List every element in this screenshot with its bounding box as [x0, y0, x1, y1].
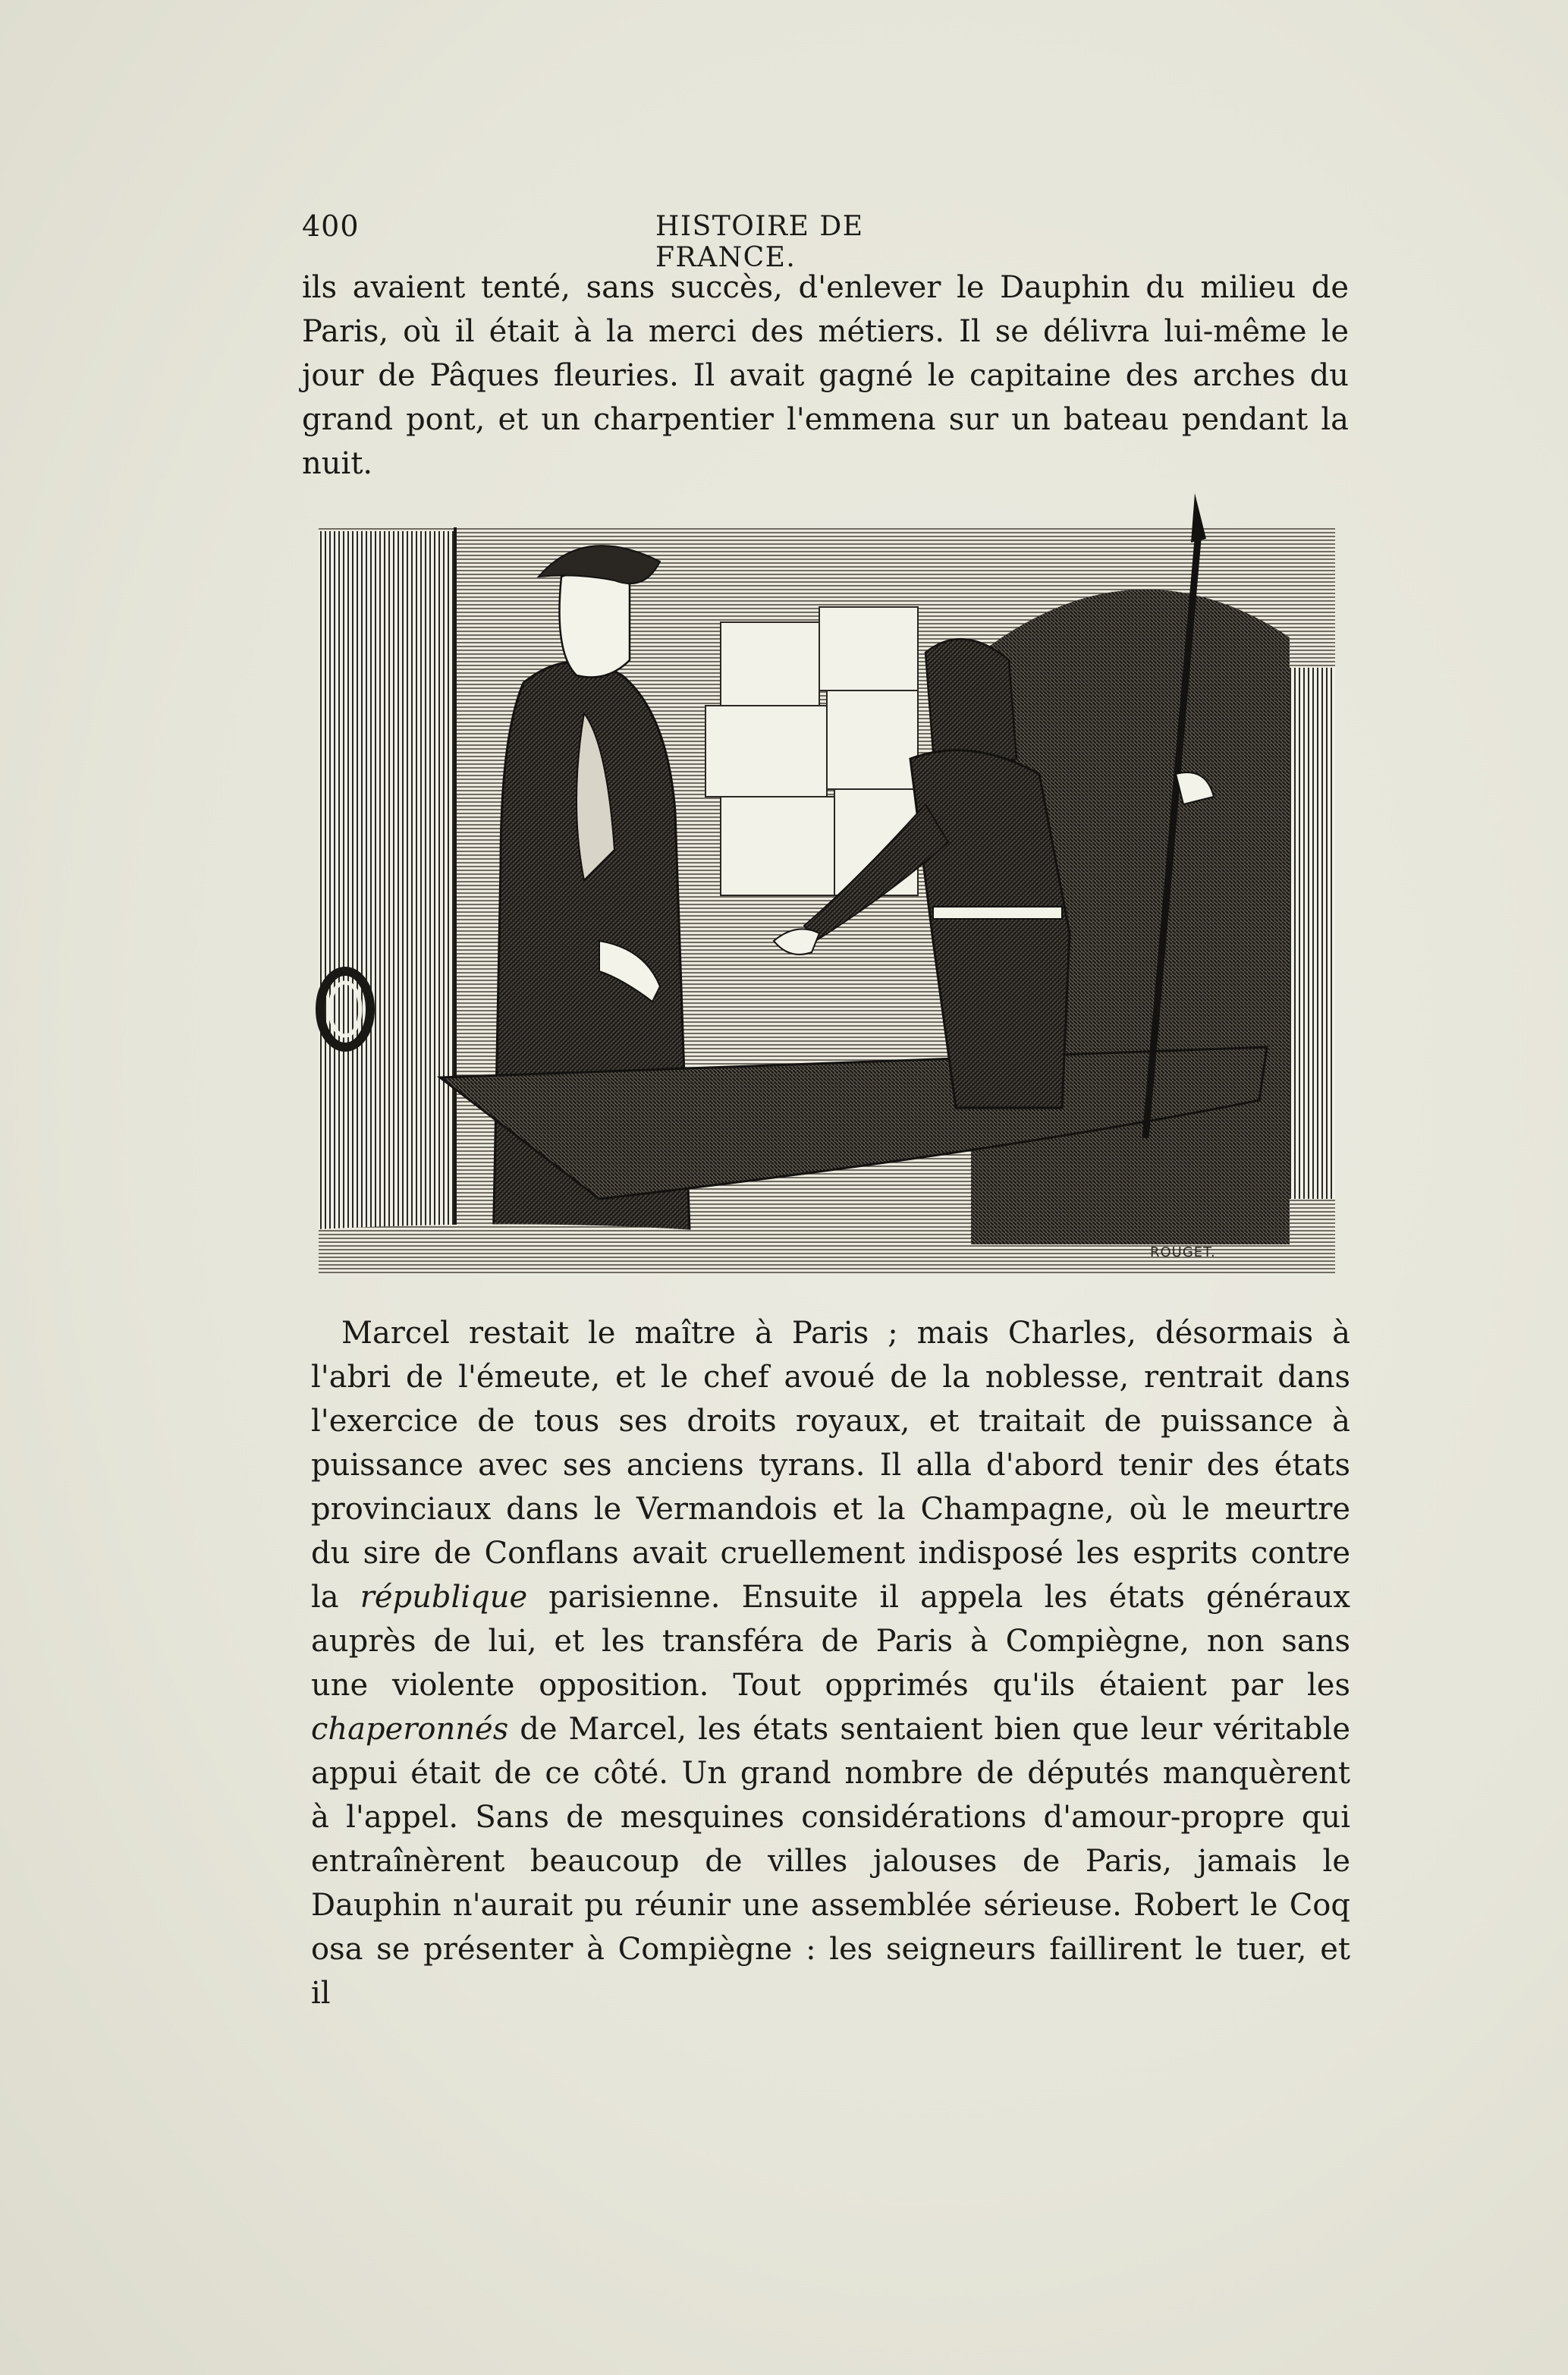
main-paragraph-part-1: Marcel restait le maître à Paris ; mais Charles, désormais à l'abri de l'émeute, et le chef avoué de la noblesse, rentrait dans l'exercice de tous ses droits royaux, et traitait de puissance à puissance avec ses anciens tyrans. Il alla d'abord tenir des états provinciaux dans le Vermandois et la Champagne, où le meurtre du sire de Conflans avait cruellement indisposé les esprits contre la [311, 1316, 1350, 1615]
intro-paragraph: ils avaient tenté, sans succès, d'enlever le Dauphin du milieu de Paris, où il était à la merci des métiers. Il se délivra lui-même le jour de Pâques fleuries. Il avait gagné le capitaine des arches du grand pont, et un charpentier l'emmena sur un bateau pendant la nuit. [302, 270, 1349, 481]
page-number: 400 [302, 209, 360, 243]
engraving-illustration [311, 486, 1343, 1275]
stone-pillar-left [319, 531, 455, 1260]
italic-republique: république [360, 1580, 528, 1615]
running-title: HISTOIRE DE FRANCE. [655, 211, 864, 273]
page-header [302, 209, 1000, 273]
main-paragraph-part-2: parisienne. Ensuite il appela les états généraux auprès de lui, et les transféra de Paris à Compiègne, non sans une violente opposition. Tout opprimés qu'ils étaient par les [311, 1580, 1350, 1703]
main-paragraph-part-3: de Marcel, les états sentaient bien que leur véritable appui était de ce côté. Un grand nombre de députés manquèrent à l'appel. Sans de mesquines considérations d'amour-propre qui entraînèrent beaucoup de villes jalouses de Paris, jamais le Dauphin n'aurait pu réunir une assemblée sérieuse. Robert le Coq osa se présenter à Compiègne : les seigneurs faillirent le tuer, et il [311, 1712, 1350, 2011]
engraver-signature: ROUGET. [1150, 1244, 1216, 1260]
engraving-image [311, 486, 1343, 1275]
main-paragraph [311, 1311, 1350, 2015]
italic-chaperonnes: chaperonnés [311, 1712, 509, 1747]
